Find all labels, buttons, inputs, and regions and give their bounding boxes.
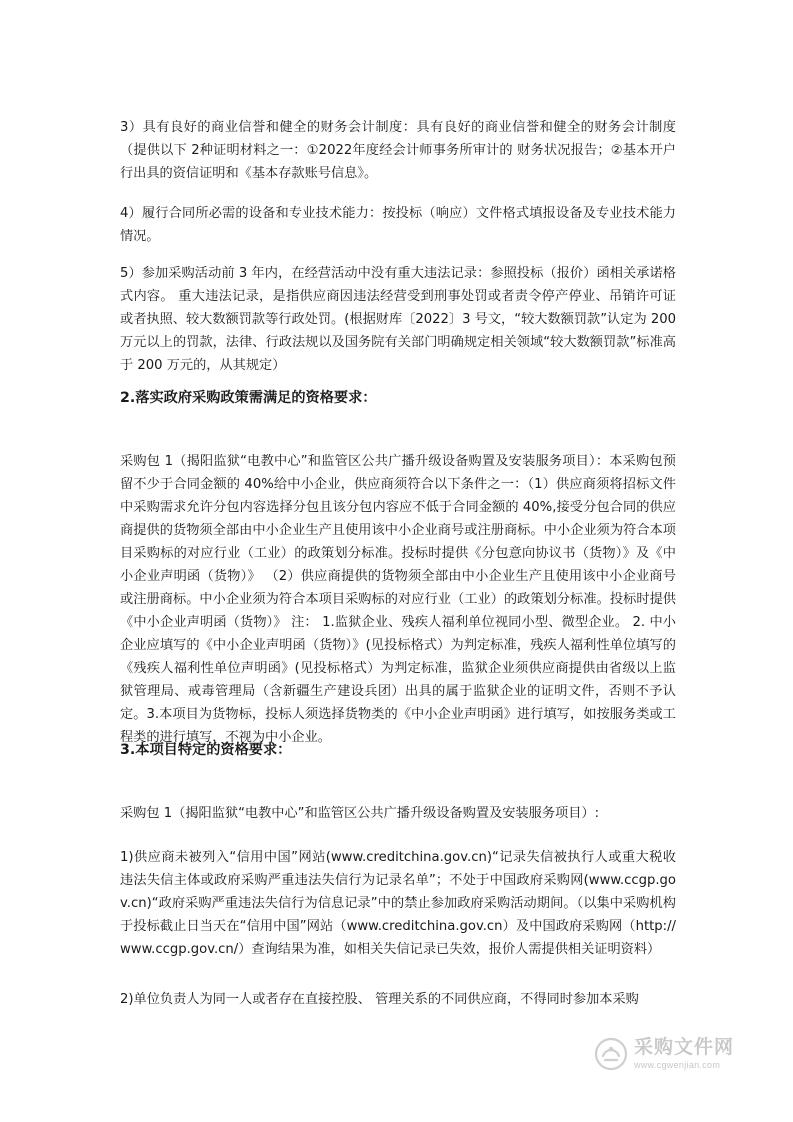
- paragraph-sme-policy: 采购包 1（揭阳监狱“电教中心”和监管区公共广播升级设备购置及安装服务项目）：本采购包预留不少于合同金额的 40%给中小企业，供应商须符合以下条件之一：（1）供应商须将招标文件中采购需求允许分包内容选择分包且该分包内容应不低于合同金额的 40%,接受分包合同的供应商提供的货物须全部由中小企业生产且使用该中小企业商号或注册商标。中小企业须为符合本项目采购标的对应行业（工业）的政策划分标准。投标时提供《分包意向协议书（货物）》及《中小企业声明函（货物）》 （2）供应商提供的货物须全部由中小企业生产且使用该中小企业商号或注册商标。中小企业须为符合本项目采购标的对应行业（工业）的政策划分标准。投标时提供《中小企业声明函（货物）》 注： 1.监狱企业、残疾人福利单位视同小型、微型企业。 2. 中小企业应填写的《中小企业声明函（货物）》(见投标格式）为判定标准，残疾人福利性单位填写的《残疾人福利性单位声明函》(见投标格式）为判定标准，监狱企业须供应商提供由省级以上监狱管理局、戒毒管理局（含新疆生产建设兵团）出具的属于监狱企业的证明文件，否则不予认定。3.本项目为货物标，投标人须选择货物类的《中小企业声明函》进行填写，如按服务类或工程类的进行填写，不视为中小企业。: [120, 454, 676, 745]
- paragraph-financial-system: 3）具有良好的商业信誉和健全的财务会计制度：具有良好的商业信誉和健全的财务会计制度（提供以下 2种证明材料之一：①2022年度经会计师事务所审计的 财务状况报告；②基本开户行出具的资信证明和《基本存款账号信息》。: [120, 120, 676, 181]
- watermark-logo-icon: [594, 1037, 628, 1071]
- watermark: [594, 1032, 764, 1076]
- section-heading-specific: 3.本项目特定的资格要求：: [120, 742, 292, 758]
- paragraph-equipment-capability: 4）履行合同所必需的设备和专业技术能力：按投标（响应）文件格式填报设备及专业技术能力情况。: [120, 206, 676, 244]
- section-heading-policy: 2.落实政府采购政策需满足的资格要求：: [120, 390, 377, 406]
- paragraph-credit-record: 1)供应商未被列入“信用中国”网站(www.creditchina.gov.cn)“记录失信被执行人或重大税收违法失信主体或政府采购严重违法失信行为记录名单”；不处于中国政府采购网(www.ccgp.gov.cn)“政府采购严重违法失信行为信息记录”中的禁止参加政府采购活动期间。（以集中采购机构于投标截止日当天在“信用中国”网站（www.creditchina.gov.cn）及中国政府采购网（http://www.ccgp.gov.cn/）查询结果为准，如相关失信记录已失效，报价人需提供相关证明资料）: [120, 850, 676, 957]
- watermark-url: www.cgwenjian.com: [634, 1060, 721, 1070]
- paragraph-package: 采购包 1（揭阳监狱“电教中心”和监管区公共广播升级设备购置及安装服务项目）:: [120, 806, 600, 821]
- paragraph-no-violations: 5）参加采购活动前 3 年内，在经营活动中没有重大违法记录：参照投标（报价）函相关承诺格式内容。 重大违法记录，是指供应商因违法经营受到刑事处罚或者责令停产停业、吊销许可证或者执照、较大数额罚款等行政处罚。(根据财库〔2022〕3 号文，“较大数额罚款”认定为 200 万元以上的罚款，法律、行政法规以及国务院有关部门明确规定相关领域“较大数额罚款”标准高于 200 万元的，从其规定）: [120, 266, 676, 373]
- watermark-title: 采购文件网: [634, 1036, 735, 1058]
- paragraph-unit-responsible: 2)单位负责人为同一人或者存在直接控股、 管理关系的不同供应商，不得同时参加本采购: [120, 992, 639, 1007]
